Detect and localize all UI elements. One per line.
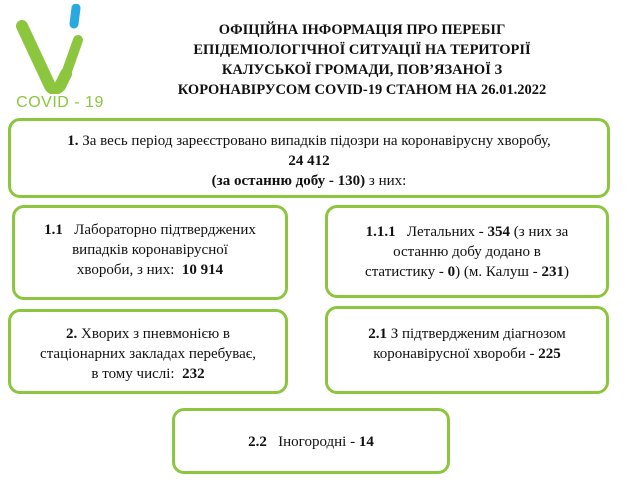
nonresident-box (172, 408, 450, 474)
item-label: ) (563, 264, 569, 280)
last-day-lethal-value: 0 (447, 264, 456, 280)
item-tail: з них: (368, 173, 407, 189)
item-label: ) (м. Калуш - (455, 264, 538, 280)
pneumonia-box (8, 309, 288, 394)
page-title (112, 20, 612, 100)
nonresident-value: 14 (358, 434, 374, 450)
lethal-box (325, 205, 609, 298)
item-number: 2.2 (248, 434, 267, 450)
item-label: стаціонарних закладах перебуває, (40, 346, 256, 362)
item-label: в тому числі: (91, 366, 175, 382)
lethal-value: 354 (487, 224, 511, 240)
item-label: коронавірусної хвороби - (373, 346, 535, 362)
total-value: 24 412 (288, 153, 330, 169)
item-label: Хворих з пневмонією в (81, 326, 230, 342)
pneumonia-value: 232 (182, 366, 205, 382)
kalush-lethal-value: 231 (541, 264, 564, 280)
logo-text: COVID - 19 (16, 94, 104, 111)
item-label: З підтвердженим діагнозом (390, 326, 566, 342)
last-day-line (11, 171, 607, 191)
logo-v-icon (16, 4, 100, 94)
covid-logo (10, 4, 110, 114)
total-value-line (11, 151, 607, 171)
item-label: випадків коронавірусної (72, 242, 228, 258)
item-label: статистику - (365, 264, 444, 280)
item-label: Іногородні - (278, 434, 356, 450)
title-line: КАЛУСЬКОЇ ГРОМАДИ, ПОВ’ЯЗАНОЇ З (221, 62, 503, 78)
title-line: КОРОНАВІРУСОМ COVID-19 СТАНОМ НА 26.01.2022 (177, 82, 547, 98)
item-label: хвороби, з них: (76, 262, 175, 278)
total-suspected-box (8, 118, 610, 198)
title-line: ОФІЦІЙНА ІНФОРМАЦІЯ ПРО ПЕРЕБІГ (218, 22, 506, 38)
item-number: 1.1 (44, 222, 63, 238)
lab-confirmed-value: 10 914 (181, 262, 224, 278)
last-day-value: (за останню добу - 130) (211, 173, 366, 189)
title-line: ЕПІДЕМІОЛОГІЧНОЇ СИТУАЦІЇ НА ТЕРИТОРІЇ (193, 42, 531, 58)
item-label: Лабораторно підтверджених (74, 222, 256, 238)
item-number: 2. (66, 326, 78, 342)
item-label: останню добу додано в (393, 244, 541, 260)
item-number: 2.1 (368, 326, 387, 342)
item-label: (з них за (513, 224, 569, 240)
lab-confirmed-box (12, 205, 288, 300)
item-number: 1.1.1 (365, 224, 396, 240)
item-label: Летальних - (406, 224, 484, 240)
confirmed-diagnosis-value: 225 (538, 346, 561, 362)
total-suspected-text (11, 131, 607, 151)
item-number: 1. (67, 133, 79, 149)
item-label: За весь період зареєстровано випадків підозри на коронавірусну хворобу, (82, 133, 551, 149)
confirmed-diagnosis-box (325, 306, 609, 394)
